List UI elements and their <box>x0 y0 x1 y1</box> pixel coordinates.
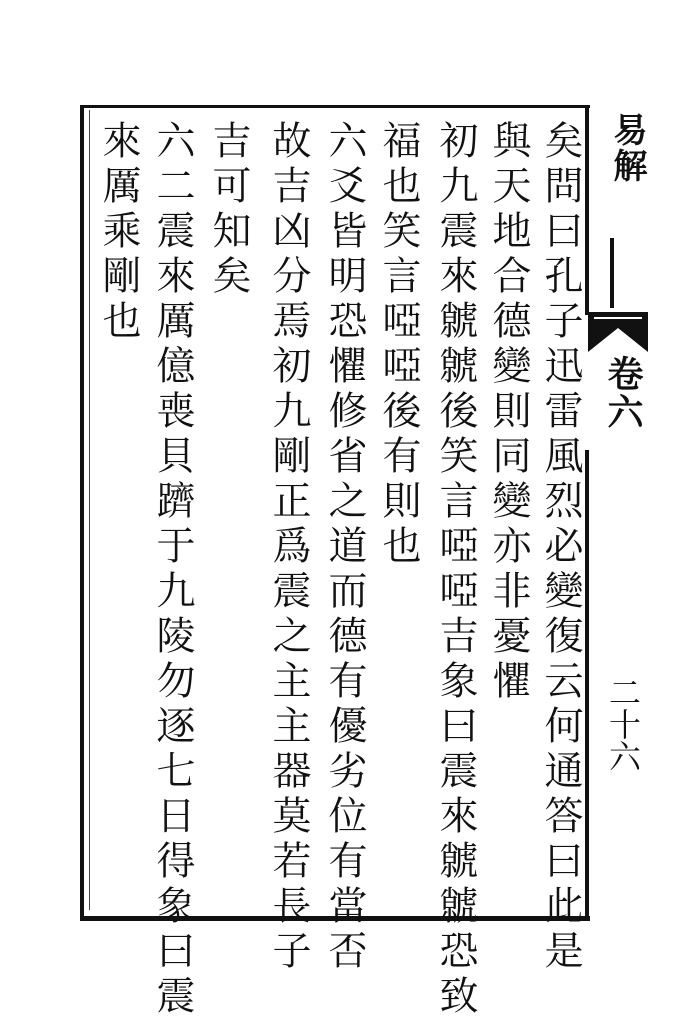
margin-book-title: 易解 <box>607 112 647 184</box>
right-border-lower <box>585 450 589 918</box>
text-column-1: 矣問曰孔子迅雷風烈必變復云何通答曰此是 <box>538 120 583 975</box>
margin-divider-mark <box>610 238 614 308</box>
margin-volume-label: 卷六 <box>602 355 644 431</box>
text-column-9: 來厲乘剛也 <box>96 120 141 345</box>
text-column-7: 吉可知矣 <box>206 120 251 300</box>
text-column-5: 六爻皆明恐懼修省之道而德有優劣位有當否 <box>322 120 367 975</box>
right-border-upper <box>585 105 589 315</box>
text-column-4: 福也笑言啞啞後有則也 <box>376 120 421 570</box>
text-column-2: 與天地合德變則同變亦非憂懼 <box>486 120 531 705</box>
text-column-6: 故吉凶分焉初九剛正爲震之主主器莫若長子 <box>266 120 311 975</box>
text-column-8: 六二震來厲億喪貝躋于九陵勿逐七日得象曰震 <box>150 120 195 1020</box>
inner-border-line <box>89 110 90 910</box>
text-column-3: 初九震來虩虩後笑言啞啞吉象曰震來虩虩恐致 <box>433 120 478 1020</box>
margin-folio-number: 二十六 <box>604 676 642 772</box>
fish-tail-ornament-icon <box>588 312 648 352</box>
